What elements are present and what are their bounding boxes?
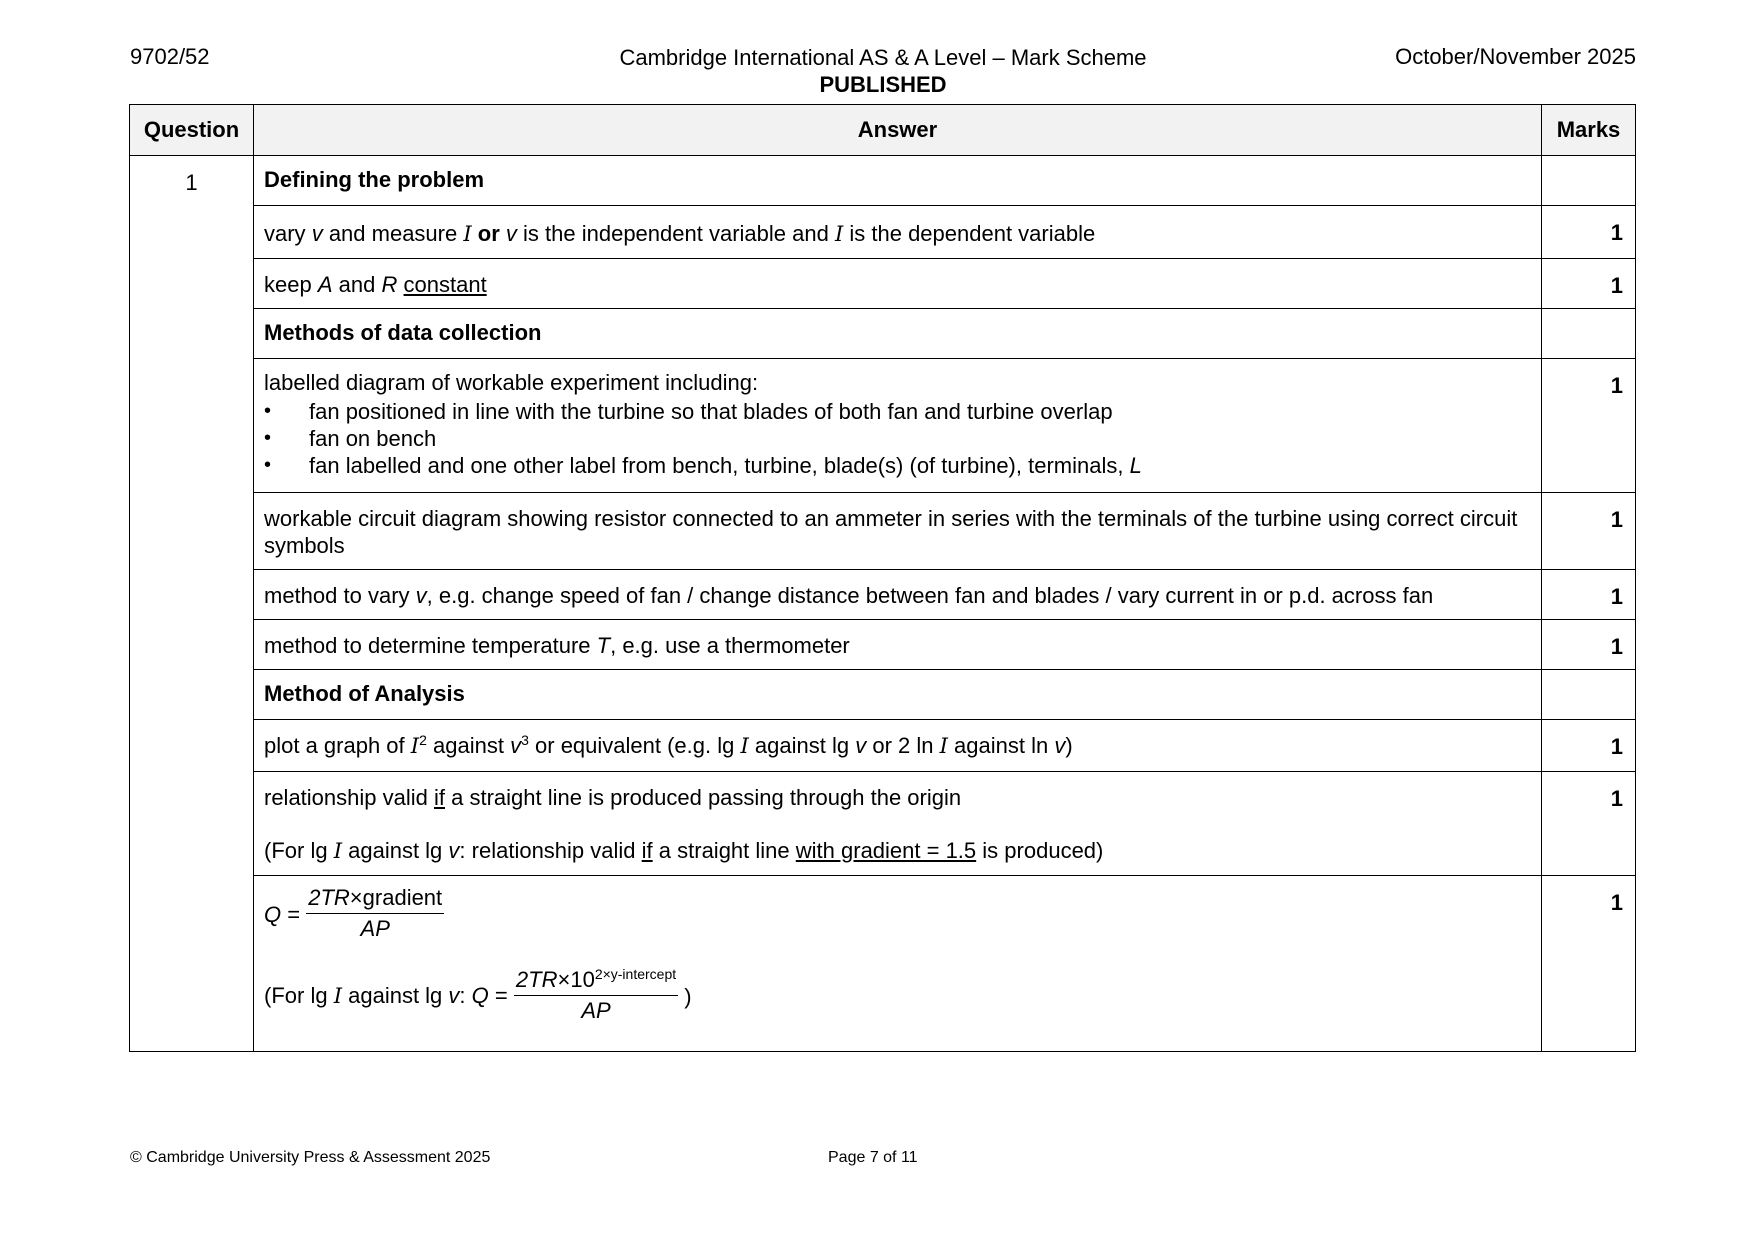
table-row (130, 206, 1636, 259)
answer-cell: method to vary v, e.g. change speed of fan / change distance between fan and blades / vary current in or p.d. across fan (254, 570, 1542, 620)
table-row (130, 309, 1636, 359)
answer-cell: method to determine temperature T, e.g. use a thermometer (254, 620, 1542, 670)
question-number: 1 (130, 156, 254, 1052)
exam-session: October/November 2025 (1395, 44, 1636, 69)
question-column-header: Question (130, 105, 254, 156)
marks-cell-empty (1542, 156, 1636, 206)
table-row (130, 259, 1636, 309)
document-title: Cambridge International AS & A Level – Mark Scheme (619, 45, 1147, 70)
fraction: $\frac{\text{2TR×gradient}}{AP}$ (308, 885, 443, 941)
answer-cell (254, 876, 1542, 1052)
answer-cell: keep A and R constant (254, 259, 1542, 309)
mark-value: 1 (1542, 772, 1636, 876)
copyright-notice: © Cambridge University Press & Assessment 2025 (130, 1149, 491, 1166)
section-heading-analysis: Method of Analysis (254, 670, 1542, 720)
bullet-list (264, 398, 1531, 479)
table-row (130, 772, 1636, 876)
table-row (130, 359, 1636, 493)
paper-code: 9702/52 (130, 44, 210, 69)
answer-column-header: Answer (254, 105, 1542, 156)
mark-value: 1 (1542, 359, 1636, 493)
published-label: PUBLISHED (819, 72, 947, 97)
table-row (130, 720, 1636, 772)
mark-value: 1 (1542, 259, 1636, 309)
table-row (130, 156, 1636, 206)
mark-value: 1 (1542, 876, 1636, 1052)
list-item: • fan labelled and one other label from bench, turbine, blade(s) (of turbine), terminals, L (264, 452, 1531, 479)
table-row (130, 876, 1636, 1052)
page-number: Page 7 of 11 (828, 1149, 918, 1166)
marks-cell-empty (1542, 309, 1636, 359)
section-heading-defining: Defining the problem (254, 156, 1542, 206)
table-header-row (130, 105, 1636, 156)
answer-cell: plot a graph of $I^2$ against $v^3$ or equivalent (e.g. lg I against lg v or 2 ln I against ln v) (254, 720, 1542, 772)
mark-value: 1 (1542, 493, 1636, 570)
section-heading-methods: Methods of data collection (254, 309, 1542, 359)
list-item: • fan positioned in line with the turbine so that blades of both fan and turbine overlap (264, 398, 1531, 425)
mark-scheme-table (129, 104, 1636, 1052)
marks-column-header: Marks (1542, 105, 1636, 156)
fraction: $\frac{2TR\times 10^{2\times y-intercept}}{AP}$ (515, 966, 677, 1023)
mark-value: 1 (1542, 620, 1636, 670)
table-row (130, 493, 1636, 570)
mark-value: 1 (1542, 570, 1636, 620)
answer-cell: labelled diagram of workable experiment including: • fan positioned in line with the turbine so that blades of both fan and turbine overlap • fan on bench • fan labelled and one other label from bench, turbine, blade(s) (of turbine), terminals, L (254, 359, 1542, 493)
table-row (130, 570, 1636, 620)
marks-cell-empty (1542, 670, 1636, 720)
answer-cell: relationship valid if a straight line is produced passing through the origin (For lg I against lg v: relationship valid if a straight line with gradient = 1.5 is produced) (254, 772, 1542, 876)
answer-cell: workable circuit diagram showing resistor connected to an ammeter in series with the terminals of the turbine using correct circuit symbols (254, 493, 1542, 570)
mark-value: 1 (1542, 720, 1636, 772)
list-item: • fan on bench (264, 425, 1531, 452)
formula-q-alternative: (For lg I against lg v: Q = $\frac{2TR\times 10^{2\times y-intercept}}{AP}$ ) (264, 966, 1531, 1026)
table-row (130, 670, 1636, 720)
table-row (130, 620, 1636, 670)
answer-cell: vary v and measure I or v is the independent variable and I is the dependent variable (254, 206, 1542, 259)
formula-q: Q = $\frac{\text{2TR×gradient}}{AP}$ (264, 884, 1531, 944)
mark-value: 1 (1542, 206, 1636, 259)
